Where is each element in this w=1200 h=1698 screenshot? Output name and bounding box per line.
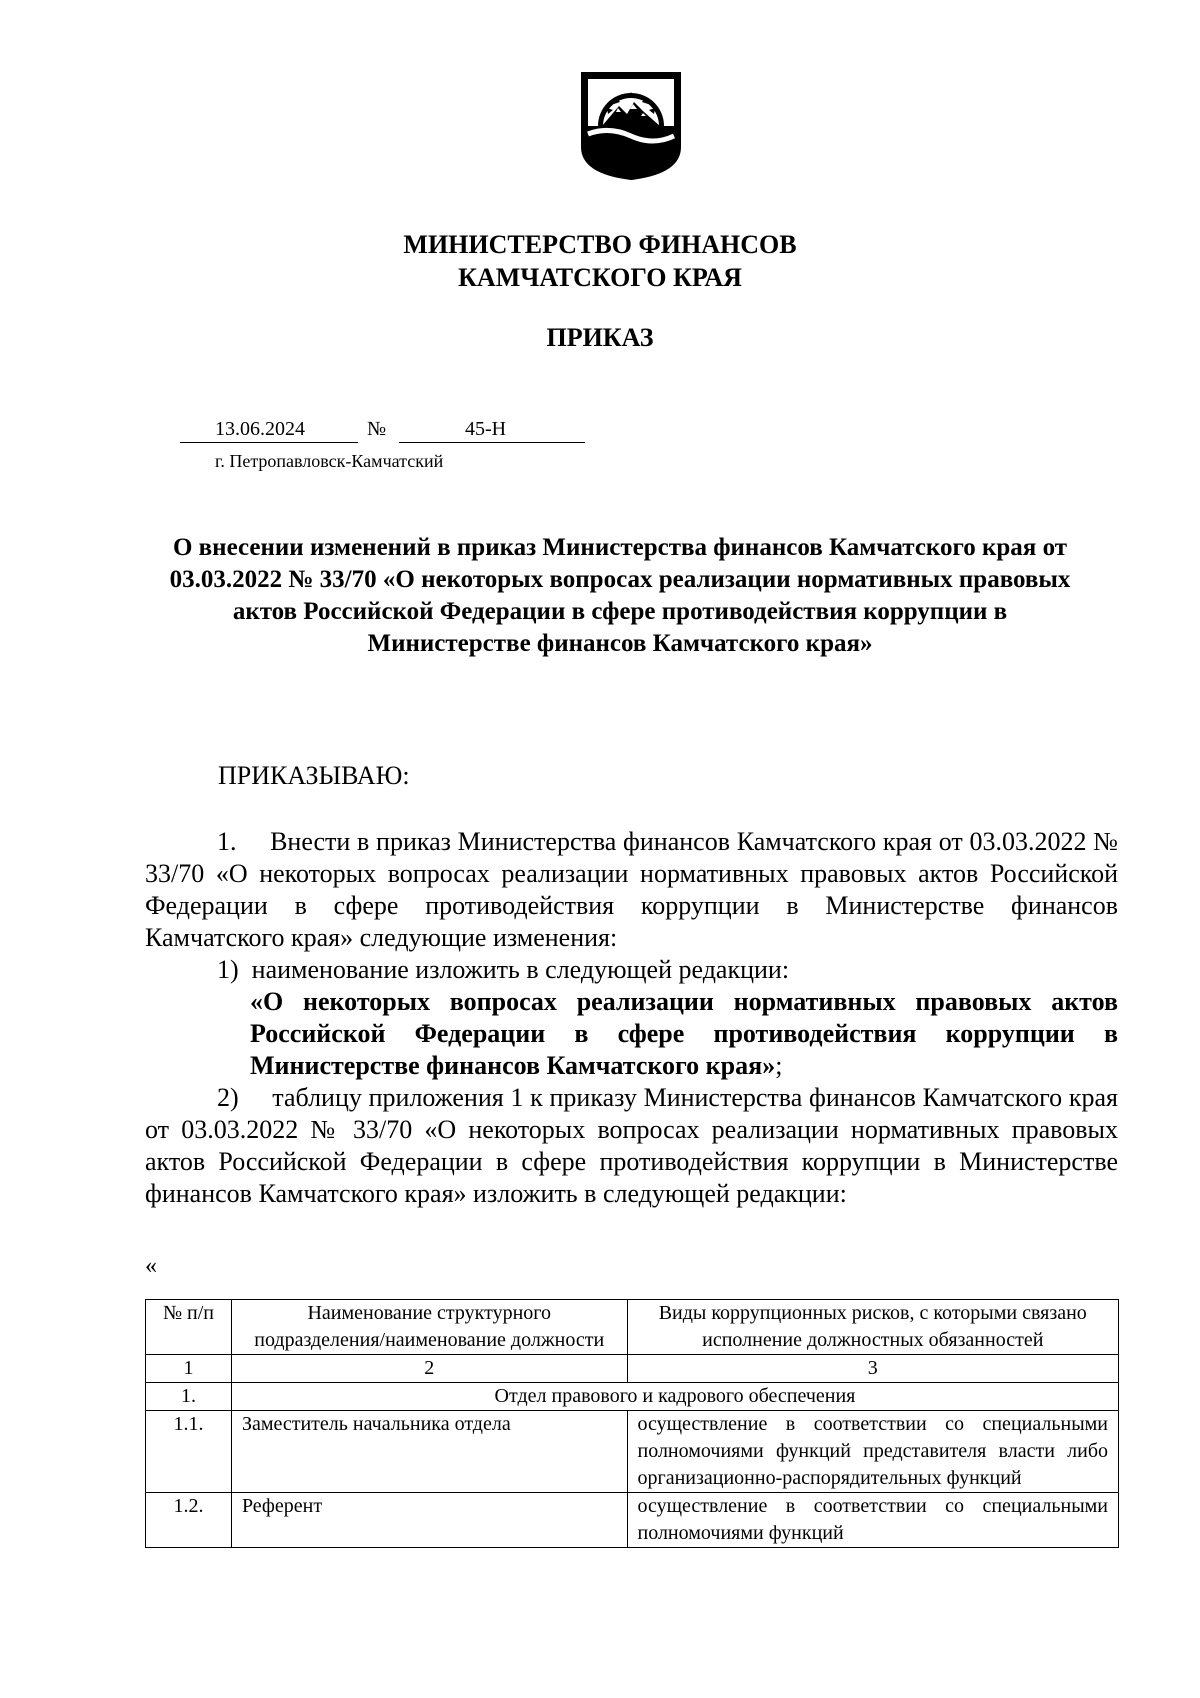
section-number: 1. [146, 1383, 232, 1411]
item-1-quote-tail: ; [775, 1051, 783, 1080]
order-date: 13.06.2024 [215, 418, 305, 440]
coat-of-arms-icon [576, 52, 686, 182]
order-subject: О внесении изменений в приказ Министерства финансов Камчатского края от 03.03.2022 № 33/70 «О некоторых вопросах реализации нормативных правовых актов Российской Федерации в сфере противодействия коррупции в Министерстве финансов Камчатского края» [169, 534, 1071, 657]
document-type: ПРИКАЗ [546, 323, 654, 352]
item-1-quote [145, 986, 1118, 1082]
row-risk: осуществление в соответствии со специальными полномочиями функций представителя власти либо организационно-распорядительных функций [627, 1411, 1118, 1493]
ministry-line-2: КАМЧАТСКОГО КРАЯ [458, 263, 742, 292]
header-position: Наименование структурного подразделения/наименование должности [231, 1300, 627, 1355]
column-number-3: 3 [627, 1355, 1118, 1383]
table-header-row [146, 1300, 1119, 1355]
table-column-numbers-row [146, 1355, 1119, 1383]
risk-table [145, 1299, 1119, 1548]
ministry-line-1: МИНИСТЕРСТВО ФИНАНСОВ [403, 230, 797, 259]
header-risk: Виды коррупционных рисков, с которыми связано исполнение должностных обязанностей [627, 1300, 1118, 1355]
number-sign: № [367, 418, 387, 440]
item-1: 1) наименование изложить в следующей редакции: [217, 955, 790, 984]
date-underline [180, 442, 358, 443]
row-number: 1.2. [146, 1493, 232, 1548]
row-position: Референт [231, 1493, 627, 1548]
city: г. Петропавловск-Камчатский [215, 451, 444, 471]
table-section-row [146, 1383, 1119, 1411]
column-number-1: 1 [146, 1355, 232, 1383]
date-number-line [180, 418, 585, 444]
paragraph-1: 1. Внести в приказ Министерства финансов Камчатского края от 03.03.2022 № 33/70 «О некоторых вопросах реализации нормативных правовых актов Российской Федерации в сфере противодействия коррупции в Министерстве финансов Камчатского края» следующие изменения: [145, 827, 1118, 952]
table-row [146, 1411, 1119, 1493]
order-body [145, 826, 1118, 1210]
table-open-quote: « [145, 1253, 157, 1279]
header-number: № п/п [146, 1300, 232, 1355]
item-2: 2) таблицу приложения 1 к приказу Министерства финансов Камчатского края от 03.03.2022 № 33/70 «О некоторых вопросах реализации нормативных правовых актов Российской Федерации в сфере противодействия коррупции в Министерстве финансов Камчатского края» изложить в следующей редакции: [145, 1083, 1118, 1208]
order-word: ПРИКАЗЫВАЮ: [218, 761, 410, 790]
order-number: 45-Н [465, 418, 507, 440]
section-name: Отдел правового и кадрового обеспечения [231, 1383, 1118, 1411]
column-number-2: 2 [231, 1355, 627, 1383]
row-position: Заместитель начальника отдела [231, 1411, 627, 1493]
number-underline [399, 442, 585, 443]
row-risk: осуществление в соответствии со специальными полномочиями функций [627, 1493, 1118, 1548]
table-row [146, 1493, 1119, 1548]
item-1-quote-text: «О некоторых вопросах реализации нормативных правовых актов Российской Федерации в сфере противодействия коррупции в Министерстве финансов Камчатского края» [250, 987, 1118, 1080]
ministry-name [0, 228, 1200, 294]
row-number: 1.1. [146, 1411, 232, 1493]
